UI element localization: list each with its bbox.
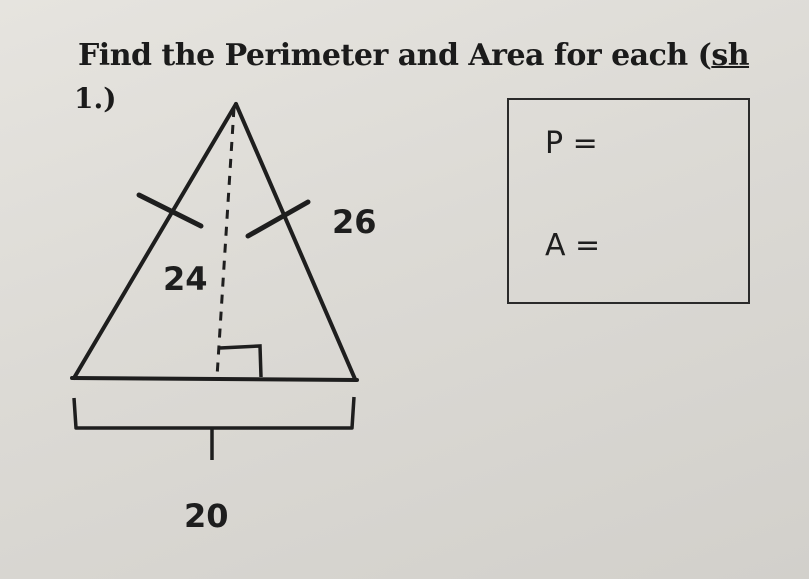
heading-text: Find the Perimeter and Area for each (: [78, 38, 712, 73]
triangle-left-side: [74, 104, 236, 378]
altitude-dashed-line: [217, 108, 234, 377]
base-brace: [74, 397, 354, 428]
right-angle-marker: [220, 346, 261, 377]
side-length-label: 26: [332, 203, 377, 241]
tick-mark-left-side: [139, 195, 201, 226]
problem-number: 1.): [74, 82, 117, 115]
triangle-right-side: [236, 104, 355, 379]
answer-box: [507, 98, 750, 304]
perimeter-answer-label: P =: [545, 126, 598, 161]
triangle-base: [72, 378, 357, 380]
height-label: 24: [163, 260, 208, 298]
base-length-label: 20: [184, 497, 229, 535]
heading-cut-text: sh: [711, 38, 750, 73]
tick-mark-right-side: [248, 202, 308, 236]
area-answer-label: A =: [545, 228, 601, 263]
